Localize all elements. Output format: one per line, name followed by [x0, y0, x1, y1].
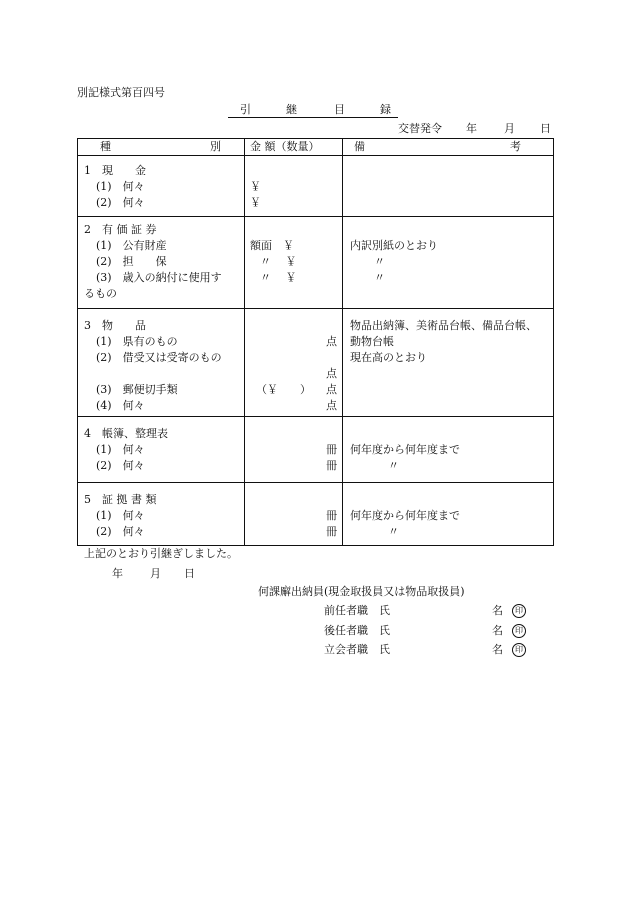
item-amount: （￥ ） [256, 383, 311, 396]
section-title: 1 現 金 [84, 164, 146, 177]
section-title: 3 物 品 [84, 319, 146, 332]
signature-name-label: 名 [492, 624, 503, 637]
item-unit: 点 [326, 335, 337, 348]
item-unit: 点 [326, 383, 337, 396]
signature-role: 前任者職 氏 [324, 604, 390, 617]
section-ledgers [78, 417, 553, 483]
item-amount: 額面 ￥ [250, 239, 294, 252]
date-prefix: 交替発令 [398, 122, 442, 135]
section-remark: 動物台帳 [350, 335, 394, 348]
footer-day-label: 日 [184, 567, 195, 580]
seal-icon: 印 [512, 604, 526, 618]
item-label: (2) 借受又は受寄のもの [96, 351, 222, 364]
item-label: (2) 何々 [96, 525, 145, 538]
table-header [78, 139, 553, 156]
title-char: 目 [334, 103, 345, 116]
form-number: 別記様式第百四号 [77, 86, 165, 99]
item-amount: ￥ [250, 196, 261, 209]
footer-year-label: 年 [112, 567, 123, 580]
signature-name-label: 名 [492, 643, 503, 656]
item-unit: 冊 [326, 509, 337, 522]
item-amount: ￥ [250, 180, 261, 193]
section-title: 2 有 価 証 券 [84, 223, 157, 236]
section-remark: 現在高のとおり [350, 351, 427, 364]
item-remark: 〃 [388, 525, 399, 538]
item-label: (1) 何々 [96, 443, 145, 456]
item-unit: 冊 [326, 443, 337, 456]
item-label: (2) 何々 [96, 459, 145, 472]
item-label: (1) 公有財産 [96, 239, 167, 252]
item-label: (1) 何々 [96, 180, 145, 193]
title-char: 継 [286, 103, 297, 116]
item-remark: 何年度から何年度まで [350, 443, 460, 456]
document-title [228, 103, 398, 118]
header-amount: 金 額（数量） [250, 140, 320, 153]
item-label: (2) 担 保 [96, 255, 167, 268]
item-label: (1) 県有のもの [96, 335, 178, 348]
item-label: るもの [84, 287, 117, 300]
item-remark: 何年度から何年度まで [350, 509, 460, 522]
section-goods [78, 309, 553, 417]
office-title: 何課廨出納員(現金取扱員又は物品取扱員) [258, 585, 465, 598]
item-label: (1) 何々 [96, 509, 145, 522]
item-unit: 点 [326, 399, 337, 412]
item-remark: 〃 [374, 255, 385, 268]
item-label: (3) 郵便切手類 [96, 383, 178, 396]
signature-role: 立会者職 氏 [324, 643, 390, 656]
item-unit: 冊 [326, 459, 337, 472]
section-evidence [78, 483, 553, 545]
item-unit: 点 [326, 367, 337, 380]
header-kind: 種 [100, 140, 111, 153]
item-unit: 冊 [326, 525, 337, 538]
footer-month-label: 月 [150, 567, 161, 580]
date-year-label: 年 [466, 122, 477, 135]
handover-statement: 上記のとおり引継ぎしました。 [84, 547, 238, 560]
date-month-label: 月 [504, 122, 515, 135]
title-char: 録 [380, 103, 391, 116]
seal-icon: 印 [512, 624, 526, 638]
item-remark: 内訳別紙のとおり [350, 239, 438, 252]
item-label: (4) 何々 [96, 399, 145, 412]
item-label: (2) 何々 [96, 196, 145, 209]
title-char: 引 [240, 103, 251, 116]
inventory-table [77, 138, 554, 546]
section-title: 5 証 拠 書 類 [84, 493, 157, 506]
item-remark: 〃 [374, 271, 385, 284]
header-remarks: 備 [354, 140, 365, 153]
seal-icon: 印 [512, 643, 526, 657]
date-day-label: 日 [540, 122, 551, 135]
section-remark: 物品出納簿、美術品台帳、備品台帳、 [350, 319, 537, 332]
signature-name-label: 名 [492, 604, 503, 617]
item-label: (3) 歳入の納付に使用す [96, 271, 222, 284]
item-remark: 〃 [388, 459, 399, 472]
header-remarks-2: 考 [510, 140, 521, 153]
section-cash [78, 156, 553, 217]
item-amount: 〃 ￥ [260, 271, 297, 284]
item-amount: 〃 ￥ [260, 255, 297, 268]
header-kind-2: 別 [210, 140, 221, 153]
signature-role: 後任者職 氏 [324, 624, 390, 637]
section-title: 4 帳簿、整理表 [84, 427, 168, 440]
section-securities [78, 217, 553, 309]
